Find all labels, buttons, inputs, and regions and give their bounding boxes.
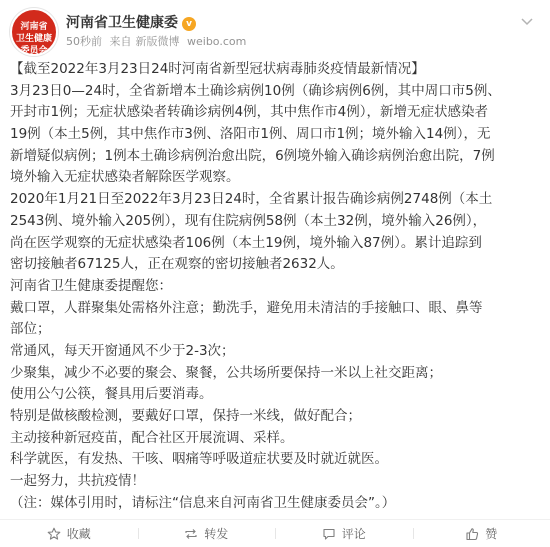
like-button[interactable] <box>413 520 550 547</box>
star-icon <box>47 527 61 541</box>
post-header <box>10 8 540 48</box>
comment-button[interactable] <box>275 520 413 547</box>
text-line: 常通风，每天开窗通风不少于2-3次； <box>10 341 540 363</box>
comment-label: 评论 <box>342 525 366 542</box>
text-line: 一起努力，共抗疫情！ <box>10 471 540 493</box>
text-line: 科学就医，有发热、干咳、咽痛等呼吸道症状要及时就近就医。 <box>10 449 540 471</box>
text-line: 密切接触者67125人，正在观察的密切接触者2632人。 <box>10 254 540 276</box>
text-line: 主动接种新冠疫苗，配合社区开展流调、采样。 <box>10 428 540 450</box>
post-title-line: 【截至2022年3月23日24时河南省新型冠状病毒肺炎疫情最新情况】 <box>10 59 540 81</box>
like-label: 赞 <box>485 525 497 542</box>
post-domain: weibo.com <box>187 35 246 48</box>
text-line: 河南省卫生健康委提醒您： <box>10 276 540 298</box>
post-source[interactable]: 新版微博 <box>136 35 180 48</box>
post-meta <box>66 33 250 49</box>
source-prefix: 来自 <box>110 35 132 48</box>
text-line: 境外输入无症状感染者解除医学观察。 <box>10 167 540 189</box>
repost-icon <box>184 527 198 541</box>
text-line: 2020年1月21日至2022年3月23日24时，全省累计报告确诊病例2748例（本土 <box>10 189 540 211</box>
thumbs-up-icon <box>465 527 479 541</box>
favorite-button[interactable] <box>0 520 138 547</box>
text-line: 特别是做核酸检测，要戴好口罩，保持一米线，做好配合； <box>10 406 540 428</box>
comment-icon <box>322 527 336 541</box>
post-content <box>10 59 540 514</box>
text-line: 开封市1例；无症状感染者转确诊病例4例，其中焦作市4例），新增无症状感染者 <box>10 102 540 124</box>
chevron-down-icon[interactable] <box>520 14 534 28</box>
avatar-logo-text: 河南省 卫生健康 委员会 <box>12 21 56 56</box>
post-action-bar <box>0 519 550 547</box>
text-line: 戴口罩，人群聚集处需格外注意；勤洗手，避免用未清洁的手接触口、眼、鼻等 <box>10 298 540 320</box>
repost-label: 转发 <box>204 525 228 542</box>
text-line: 2543例、境外输入205例），现有住院病例58例（本土32例，境外输入26例）， <box>10 211 540 233</box>
avatar[interactable] <box>10 8 58 56</box>
account-name[interactable]: 河南省卫生健康委 <box>66 15 178 31</box>
text-line: 新增疑似病例；1例本土确诊病例治愈出院，6例境外输入确诊病例治愈出院，7例 <box>10 146 540 168</box>
repost-button[interactable] <box>138 520 276 547</box>
verified-badge-icon: v <box>182 17 196 31</box>
favorite-label: 收藏 <box>67 525 91 542</box>
text-line: 3月23日0—24时，全省新增本土确诊病例10例（确诊病例6例，其中周口市5例、 <box>10 81 540 103</box>
text-line: 部位； <box>10 319 540 341</box>
post-time[interactable]: 50秒前 <box>66 35 102 48</box>
text-line: 尚在医学观察的无症状感染者106例（本土19例，境外输入87例）。累计追踪到 <box>10 233 540 255</box>
text-line: 使用公勺公筷，餐具用后要消毒。 <box>10 384 540 406</box>
text-line: 少聚集，减少不必要的聚会、聚餐，公共场所要保持一米以上社交距离； <box>10 363 540 385</box>
text-line: （注：媒体引用时，请标注“信息来自河南省卫生健康委员会”。） <box>10 493 540 515</box>
text-line: 19例（本土5例，其中焦作市3例、洛阳市1例、周口市1例；境外输入14例），无 <box>10 124 540 146</box>
account-name-row <box>66 12 196 32</box>
